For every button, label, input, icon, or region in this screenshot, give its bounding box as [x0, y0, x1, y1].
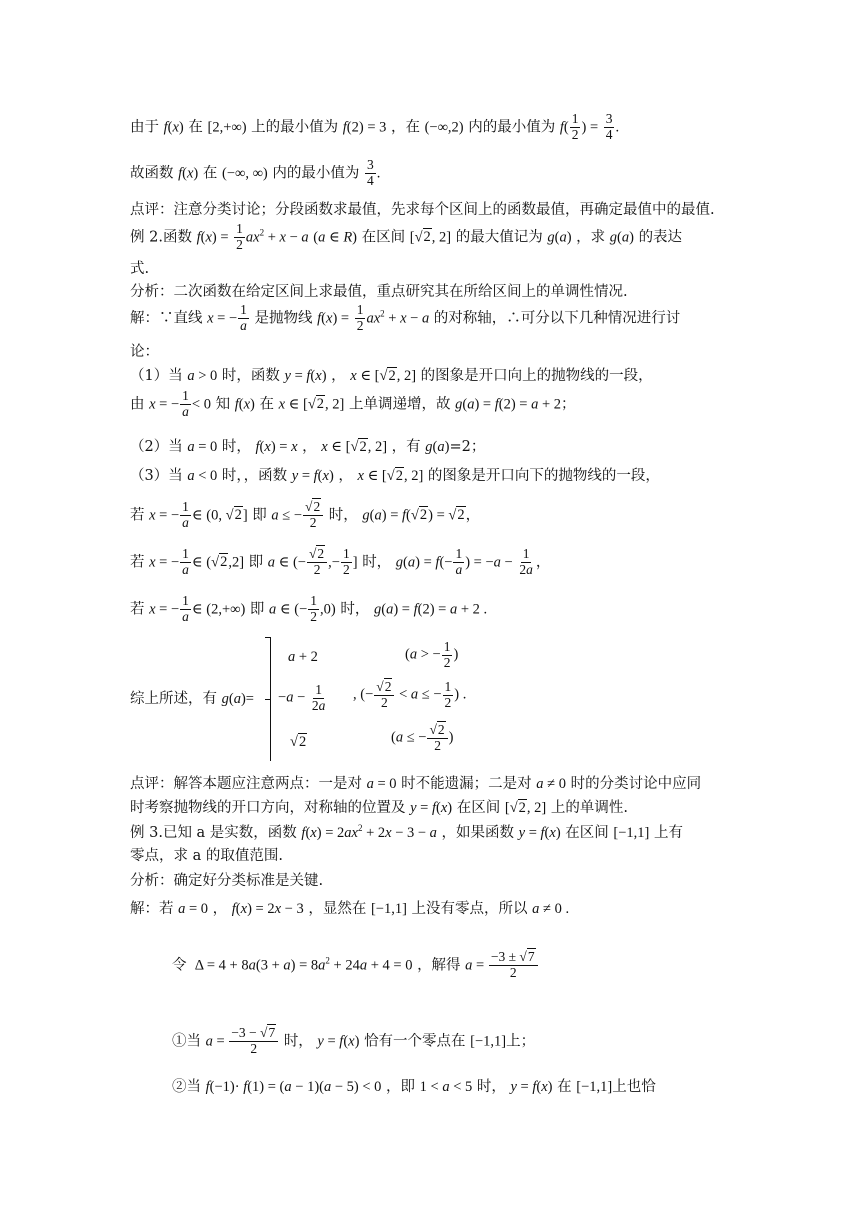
- text-line: 点评：解答本题应注意两点：一是对 a = 0 时不能遗漏；二是对 a ≠ 0 时的分类讨论中应同: [130, 776, 702, 792]
- text-line: 解：∵直线 x = − $\frac{1}{a}$ 是抛物线 f(x) = $\frac{1}{2}$ $ax^2 + x - a$ 的对称轴，∴可分以下几种情况进行讨: [130, 302, 681, 333]
- text-line: （3）当 a < 0 时，，函数 y = f(x) ， x ∈ [√2, 2] 的图象是开口向下的抛物线的一段，: [130, 468, 660, 484]
- text-line: 若 x = − $\frac{1}{a}$ ∈ (√2,2] 即 a ∈ (− $\frac{√2}{2}$ ,− $\frac{1}{2}$ ] 时， g(a) = f(− $\frac{1}{a}$ ) = −a − $\frac{1}{2a}$ ，: [130, 546, 551, 577]
- text-line: 式.: [130, 261, 150, 277]
- text-line: （1）当 a > 0 时，函数 y = f(x) ， x ∈ [√2, 2] 的图象是开口向上的抛物线的一段，: [130, 368, 653, 384]
- text-line: ②当 f(−1)· f(1) = (a − 1)(a − 5) < 0 ，即 1 < a < 5 时， y = f(x) 在 [−1,1]上也恰: [172, 1079, 656, 1095]
- text-line: 解：若 a = 0 ， f(x) = 2x − 3 ，显然在 [−1,1] 上没有零点，所以 a ≠ 0 .: [130, 901, 570, 917]
- text-line: 由 x = − $\frac{1}{a}$ < 0 知 f(x) 在 x ∈ [√2, 2] 上单调递增，故 g(a) = f(2) = a + 2；: [130, 388, 576, 419]
- piece-case-3: √2: [290, 734, 307, 750]
- text-line: 若 x = − $\frac{1}{a}$ ∈ (2,+∞) 即 a ∈ (− $\frac{1}{2}$ ,0) 时， g(a) = f(2) = a + 2 .: [130, 593, 488, 624]
- text-line: ①当 a = $\frac{-3 - √7}{2}$ 时， y = f(x) 恰有一个零点在 [−1,1]上；: [172, 1025, 536, 1056]
- text-line: 分析：二次函数在给定区间上求最值，重点研究其在所给区间上的单调性情况.: [130, 284, 628, 300]
- text-line: 若 x = − $\frac{1}{a}$ ∈ (0, √2] 即 a ≤ − $\frac{√2}{2}$ 时， g(a) = f(√2) = √2，: [130, 499, 481, 530]
- text-line: 点评：注意分类讨论；分段函数求最值，先求每个区间上的函数最值，再确定最值中的最值.: [130, 202, 715, 218]
- text-line: （2）当 a = 0 时， f(x) = x ， x ∈ [√2, 2] ，有 g(a)=2；: [130, 439, 486, 455]
- text-line: 分析：确定好分类标准是关键.: [130, 873, 324, 889]
- piece-case-2: −a − $\frac{1}{2a}$: [278, 682, 326, 713]
- text-line: 零点，求 a 的取值范围.: [130, 848, 283, 864]
- text-line: 论：: [130, 344, 159, 360]
- text-line: 例 3.已知 a 是实数，函数 $f(x) = 2ax^2 + 2x - 3 - a$ ，如果函数 y = f(x) 在区间 [−1,1] 上有: [130, 823, 683, 841]
- piece-cond-2: , (− $\frac{√2}{2}$ < a ≤ − $\frac{1}{2}$ ) .: [353, 679, 467, 710]
- text-line: 由于 f(x) 在 [2,+∞) 上的最小值为 f(2) = 3 ，在 (−∞,2) 内的最小值为 f( $\frac{1}{2}$ ) = $\frac{3}{4}$ .: [130, 111, 620, 142]
- text-line: 综上所述，有 g(a)=: [130, 691, 254, 707]
- piece-case-1: a + 2: [288, 649, 318, 665]
- text-line: 时考察抛物线的开口方向，对称轴的位置及 y = f(x) 在区间 [√2, 2] 上的单调性.: [130, 800, 628, 816]
- text-line: 令 $\Delta = 4 + 8a(3 + a) = 8a^2 + 24a + 4 = 0$ ，解得 a = $\frac{-3 \pm √7}{2}$: [172, 950, 539, 981]
- text-line: 故函数 f(x) 在 (−∞, ∞) 内的最小值为 $\frac{3}{4}$ .: [130, 157, 381, 188]
- piece-cond-1: (a > − $\frac{1}{2}$ ): [405, 639, 459, 670]
- piece-cond-3: (a ≤ − $\frac{√2}{2}$ ): [391, 722, 454, 753]
- text-line: 例 2.函数 f(x) = $\frac{1}{2}$ $ax^2 + x - a$ (a ∈ R) 在区间 [√2, 2] 的最大值记为 g(a) ，求 g(a) 的表达: [130, 221, 683, 252]
